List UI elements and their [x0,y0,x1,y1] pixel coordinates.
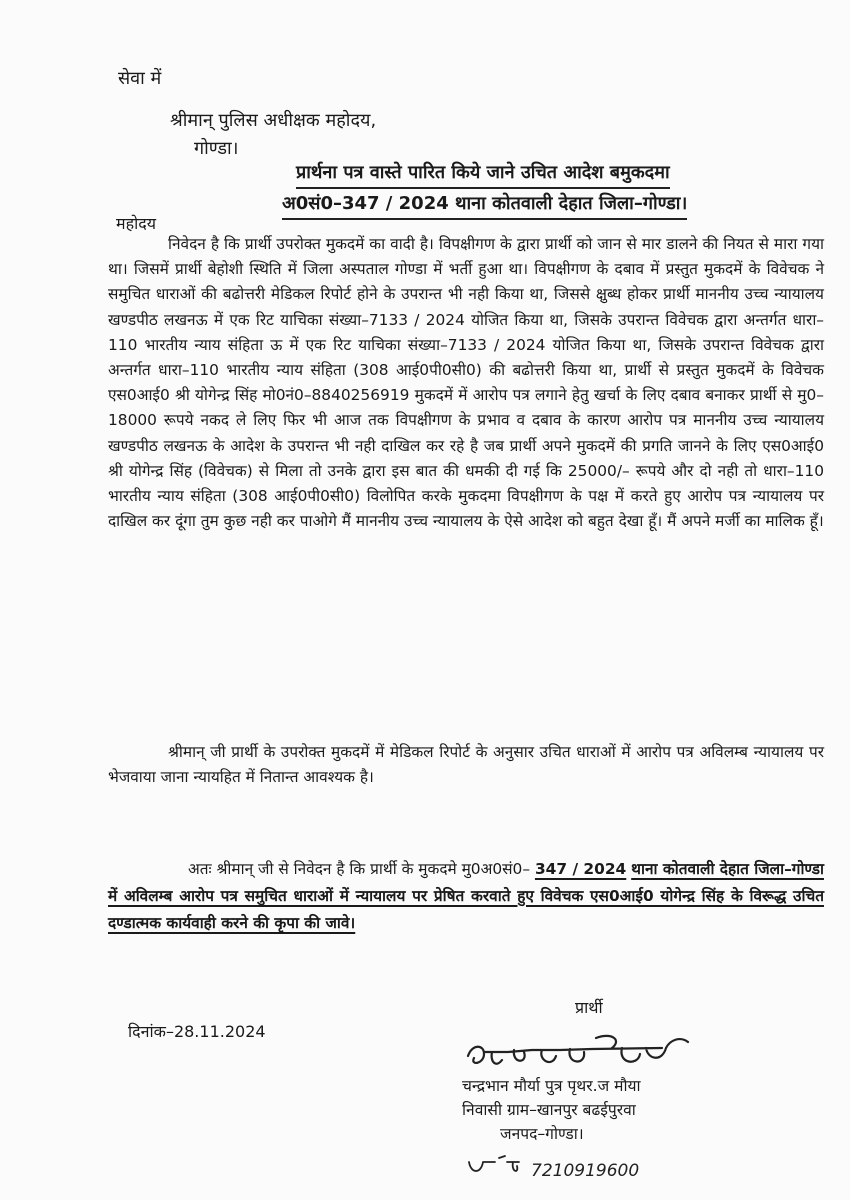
addressee-city: गोण्डा। [194,138,239,159]
body-paragraph-1: निवेदन है कि प्रार्थी उपरोक्त मुकदमें का वादी है। विपक्षीगण के द्वारा प्रार्थी को जान से मार डालने की नियत से मारा गया था। जिसमें प्रार्थी बेहोशी स्थिति में जिला अस्पताल गोण्डा में भर्ती हुआ था। विपक्षीगण के दबाव में प्रस्तुत मुकदमें के विवेचक ने समुचित धाराओं की बढोत्तरी मेडिकल रिपोर्ट होने के उपरान्त भी नही किया था, जिससे क्षुब्ध होकर प्रार्थी माननीय उच्च न्यायालय खण्डपीठ लखनऊ में एक रिट याचिका संख्या–7133 / 2024 योजित किया था, जिसके उपरान्त विवेचक द्वारा अन्तर्गत धारा–110 भारतीय न्याय संहिता ऊ में एक रिट याचिका संख्या–7133 / 2024 योजित किया था, जिसके उपरान्त विवेचक द्वारा अन्तर्गत धारा–110 भारतीय न्याय संहिता (308 आई0पी0सी0) की बढोत्तरी किया था, प्रार्थी से प्रस्तुत मुकदमें के विवेचक एस0आई0 श्री योगेन्द्र सिंह मो0नं0–8840256919 मुकदमें में आरोप पत्र लगाने हेतु खर्चा के लिए दबाव बनाकर प्रार्थी से मु0–18000 रूपये नकद ले लिए फिर भी आज तक विपक्षीगण के प्रभाव व दबाव के कारण आरोप पत्र माननीय उच्च न्यायालय खण्डपीठ लखनऊ के आदेश के उपरान्त भी नही दाखिल कर रहे है जब प्रार्थी अपने मुकदमें की प्रगति जानने के लिए एस0आई0 श्री योगेन्द्र सिंह (विवेचक) से मिला तो उनके द्वारा इस बात की धमकी दी गई कि 25000/– रूपये और दो नही तो धारा–110 भारतीय न्याय संहिता (308 आई0पी0सी0) विलोपित करके मुकदमा विपक्षीगण के पक्ष में करते हुए आरोप पत्र न्यायालय पर दाखिल कर दूंगा तुम कुछ नही कर पाओगे मैं माननीय उच्च न्यायालय के ऐसे आदेश को बहुत देखा हूँ। मैं अपने मर्जी का मालिक हूँ। [108,235,824,531]
handwritten-mobile-number [465,1152,685,1186]
applicant-details [462,1074,762,1146]
handwritten-signature [462,1030,702,1080]
applicant-name: चन्द्रभान मौर्या पुत्र पृथर.ज मौया [462,1077,641,1095]
request-case-number: 347 / 2024 [534,860,627,878]
addressee: श्रीमान् पुलिस अधीक्षक महोदय, [170,110,377,131]
request-text: थाना कोतवाली देहात जिला–गोण्डा में अविलम्ब आरोप पत्र समुचित धाराओं में न्यायालय पर प्रेषित करवाते हुए विवेचक एस0आई0 योगेन्द्र सिंह के विरूद्ध उचित दण्डात्मक कार्यवाही करने की कृपा की जावे। [108,860,824,932]
letter-date: दिनांक–28.11.2024 [128,1022,266,1041]
salutation: सेवा में [118,68,162,89]
body-paragraph-2: श्रीमान् जी प्रार्थी के उपरोक्त मुकदमें में मेडिकल रिपोर्ट के अनुसार उचित धाराओं में आरोप पत्र अविलम्ब न्यायालय पर भेजवाया जाना न्यायहित में नितान्त आवश्यक है। [108,743,824,787]
greeting: महोदय [116,214,156,233]
subject-line-2: अ0सं0–347 / 2024 थाना कोतवाली देहात जिला–गोण्डा। [282,189,687,220]
applicant-district: जनपद–गोण्डा। [500,1125,584,1143]
applicant-address: निवासी ग्राम–खानपुर बढईपुरवा [462,1101,636,1119]
request-paragraph [108,856,824,937]
subject-line-1: प्रार्थना पत्र वास्ते पारित किये जाने उचित आदेश बमुकदमा [296,158,670,189]
applicant-label: प्रार्थी [575,998,603,1017]
svg-text:7210919600: 7210919600 [531,1161,640,1181]
subject [282,158,822,220]
request-intro: अतः श्रीमान् जी से निवेदन है कि प्रार्थी के मुकदमे मु0अ0सं0– [188,860,531,878]
